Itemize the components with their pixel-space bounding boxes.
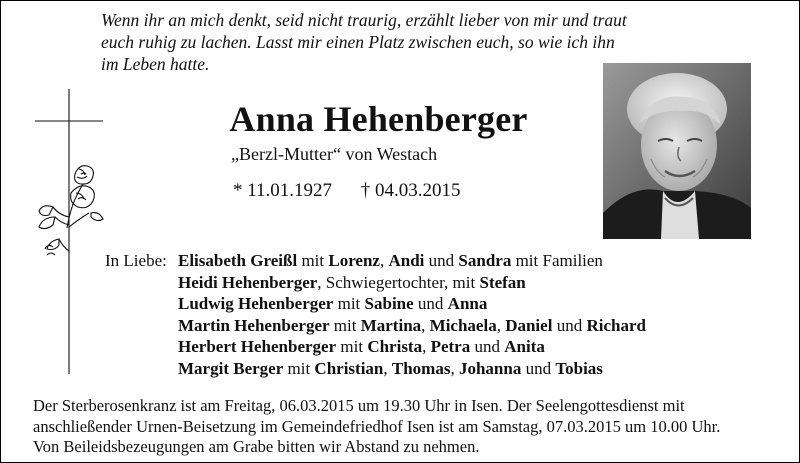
family-member-name: Anna — [447, 294, 488, 313]
family-text: und — [424, 251, 459, 270]
family-line — [178, 250, 603, 272]
family-text: , — [379, 251, 389, 270]
family-text: mit — [329, 315, 361, 335]
family-text: mit — [283, 358, 315, 378]
family-member-name: Sandra — [458, 251, 512, 270]
family-member-name: Elisabeth Greißl — [178, 251, 298, 270]
family-text: und — [470, 337, 505, 356]
family-member-name: Ludwig Hehenberger — [178, 294, 334, 313]
family-line — [178, 315, 646, 337]
deceased-name: Anna Hehenberger — [229, 99, 528, 139]
family-member-name: Andi — [388, 251, 425, 270]
family-text: mit Familien — [511, 251, 603, 270]
birth-date: * 11.01.1927 — [233, 180, 333, 201]
family-member-name: Sabine — [364, 294, 414, 313]
notice-line: Der Sterberosenkranz ist am Freitag, 06.03.2015 um 19.30 Uhr in Isen. Der Seelengottesdienst mit — [33, 396, 685, 415]
family-member-name: Stefan — [479, 272, 526, 292]
family-list — [105, 250, 646, 379]
family-member-name: Margit Berger — [178, 358, 284, 378]
family-row — [105, 315, 646, 337]
family-line — [178, 358, 603, 380]
death-date: † 04.03.2015 — [360, 180, 461, 201]
family-row — [105, 336, 646, 358]
family-member-name: Petra — [430, 337, 471, 356]
family-member-name: Christian — [314, 358, 384, 378]
family-member-name: Martina — [360, 315, 422, 335]
family-text: mit — [297, 251, 329, 270]
family-member-name: Daniel — [505, 315, 553, 335]
family-member-name: Anita — [504, 337, 545, 356]
family-line — [178, 272, 526, 294]
family-line — [178, 293, 487, 315]
family-member-name: Heidi Hehenberger — [178, 272, 318, 292]
family-text: , — [450, 358, 459, 378]
family-text: , — [496, 315, 506, 335]
family-text: , — [421, 315, 430, 335]
notice-line: anschließender Urnen-Beisetzung im Gemeindefriedhof Isen ist am Samstag, 07.03.2015 um 10.00 Uhr. — [33, 416, 721, 436]
family-member-name: Lorenz — [328, 251, 380, 270]
quote-line: Wenn ihr an mich denkt, seid nicht traurig, erzählt lieber von mir und traut — [101, 10, 627, 30]
family-text: , — [383, 358, 392, 378]
notice-line: Von Beileidsbezeugungen am Grabe bitten wir Abstand zu nehmen. — [33, 437, 480, 456]
quote-line: euch ruhig zu lachen. Lasst mir einen Platz zwischen euch, so wie ich ihn — [101, 32, 615, 52]
family-row — [105, 358, 646, 380]
family-member-name: Christa — [367, 337, 423, 356]
family-member-name: Richard — [586, 315, 646, 335]
family-text: und — [413, 294, 448, 313]
family-text: und — [552, 315, 587, 335]
family-member-name: Johanna — [458, 358, 522, 378]
life-dates — [233, 179, 461, 203]
family-member-name: Thomas — [391, 358, 451, 378]
family-line — [178, 336, 545, 358]
family-row — [105, 250, 646, 272]
family-row — [105, 272, 646, 294]
deceased-nickname: „Berzl-Mutter“ von Westach — [231, 144, 438, 164]
family-intro: In Liebe: — [105, 251, 167, 270]
family-text: mit — [336, 337, 368, 356]
family-member-name: Michaela — [429, 315, 497, 335]
family-member-name: Herbert Hehenberger — [178, 337, 337, 356]
portrait-photo-icon — [603, 63, 751, 239]
family-member-name: Tobias — [555, 358, 603, 378]
family-text: mit — [333, 294, 365, 313]
family-text: , Schwiegertochter, mit — [317, 272, 480, 292]
family-row — [105, 293, 646, 315]
family-member-name: Martin Hehenberger — [178, 315, 330, 335]
service-notice — [33, 396, 793, 458]
quote-line: im Leben hatte. — [101, 54, 210, 74]
family-text: , — [422, 337, 431, 356]
family-text: und — [521, 358, 556, 378]
